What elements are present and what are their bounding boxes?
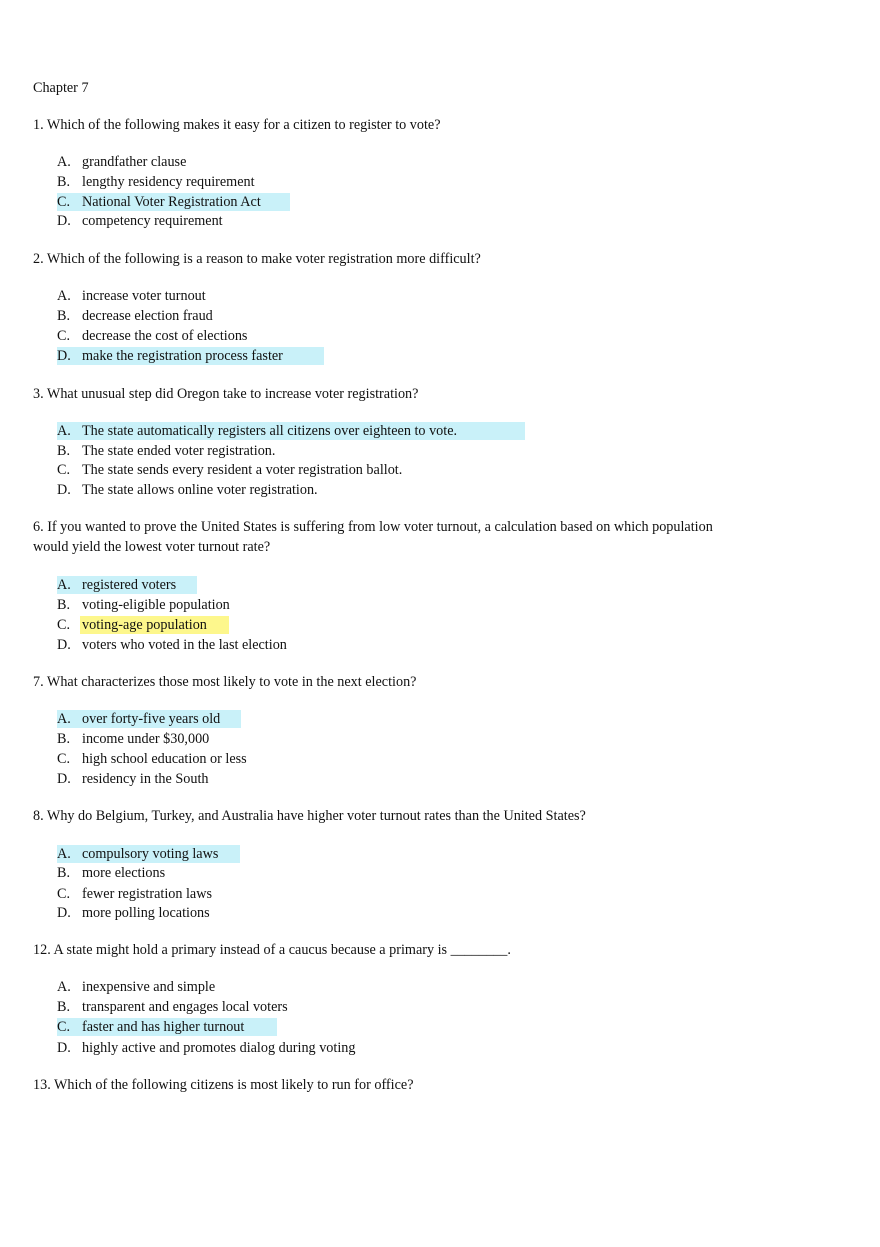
option-letter: C.: [57, 617, 71, 633]
option-letter: D.: [57, 213, 71, 229]
option-letter: D.: [57, 637, 71, 653]
option-text: decrease election fraud: [82, 308, 213, 324]
answer-option: [57, 636, 287, 654]
answer-option: [57, 287, 206, 305]
option-letter: A.: [57, 846, 71, 862]
answer-option: [57, 616, 207, 634]
answer-option: [57, 442, 275, 460]
option-letter: B.: [57, 731, 71, 747]
option-text: compulsory voting laws: [82, 846, 219, 862]
option-text: transparent and engages local voters: [82, 999, 288, 1015]
answer-option: [57, 153, 186, 171]
option-letter: C.: [57, 886, 71, 902]
option-text: National Voter Registration Act: [82, 194, 261, 210]
option-text: fewer registration laws: [82, 886, 213, 902]
option-letter: C.: [57, 1019, 71, 1035]
option-text: highly active and promotes dialog during voting: [82, 1040, 356, 1056]
option-letter: B.: [57, 174, 71, 190]
option-text: The state allows online voter registration.: [82, 482, 318, 498]
option-letter: B.: [57, 308, 71, 324]
option-letter: A.: [57, 577, 71, 593]
option-letter: D.: [57, 1040, 71, 1056]
question-text: 8. Why do Belgium, Turkey, and Australia have higher voter turnout rates than the United States?: [33, 808, 586, 824]
answer-option: [57, 327, 247, 345]
question-text: 7. What characterizes those most likely to vote in the next election?: [33, 674, 417, 690]
option-text: faster and has higher turnout: [82, 1019, 245, 1035]
option-text: more elections: [82, 865, 166, 881]
answer-option: [57, 845, 218, 863]
answer-option: [57, 347, 283, 365]
answer-option: [57, 750, 247, 768]
answer-option: [57, 998, 288, 1016]
option-text: over forty-five years old: [82, 711, 221, 727]
answer-option: [57, 978, 215, 996]
answer-option: [57, 461, 402, 479]
question-text: 6. If you wanted to prove the United States is suffering from low voter turnout, a calculation based on which population: [33, 519, 713, 535]
answer-option: [57, 1039, 355, 1057]
option-letter: B.: [57, 865, 71, 881]
option-text: grandfather clause: [82, 154, 187, 170]
question-text: 2. Which of the following is a reason to make voter registration more difficult?: [33, 251, 481, 267]
answer-option: [57, 173, 255, 191]
option-letter: C.: [57, 751, 71, 767]
answer-option: [57, 576, 176, 594]
option-text: residency in the South: [82, 771, 209, 787]
answer-option: [57, 193, 261, 211]
option-letter: B.: [57, 597, 71, 613]
answer-option: [57, 307, 213, 325]
option-text: The state sends every resident a voter registration ballot.: [82, 462, 403, 478]
answer-option: [57, 212, 223, 230]
option-text: lengthy residency requirement: [82, 174, 255, 190]
option-text: competency requirement: [82, 213, 223, 229]
option-text: voters who voted in the last election: [82, 637, 287, 653]
option-letter: D.: [57, 905, 71, 921]
option-letter: C.: [57, 462, 71, 478]
option-letter: D.: [57, 771, 71, 787]
option-text: inexpensive and simple: [82, 979, 216, 995]
answer-option: [57, 596, 230, 614]
option-letter: B.: [57, 999, 71, 1015]
question-text: 12. A state might hold a primary instead of a caucus because a primary is ________.: [33, 942, 511, 958]
answer-option: [57, 770, 208, 788]
answer-option: [57, 730, 209, 748]
option-text: high school education or less: [82, 751, 247, 767]
option-letter: A.: [57, 288, 71, 304]
option-letter: A.: [57, 979, 71, 995]
question-text: 1. Which of the following makes it easy for a citizen to register to vote?: [33, 117, 441, 133]
answer-option: [57, 710, 220, 728]
option-text: The state automatically registers all citizens over eighteen to vote.: [82, 423, 458, 439]
option-text: registered voters: [82, 577, 177, 593]
option-text: The state ended voter registration.: [82, 443, 276, 459]
question-text: 3. What unusual step did Oregon take to increase voter registration?: [33, 386, 419, 402]
option-text: make the registration process faster: [82, 348, 283, 364]
option-text: increase voter turnout: [82, 288, 206, 304]
question-text-continued: would yield the lowest voter turnout rate?: [33, 539, 271, 555]
option-letter: D.: [57, 348, 71, 364]
chapter-title: Chapter 7: [33, 80, 89, 96]
answer-option: [57, 885, 212, 903]
answer-option: [57, 904, 210, 922]
option-letter: A.: [57, 711, 71, 727]
answer-option: [57, 864, 165, 882]
question-text: 13. Which of the following citizens is most likely to run for office?: [33, 1077, 414, 1093]
option-text: voting-eligible population: [82, 597, 230, 613]
option-letter: B.: [57, 443, 71, 459]
answer-option: [57, 422, 457, 440]
answer-option: [57, 481, 318, 499]
option-letter: C.: [57, 194, 71, 210]
option-text: voting-age population: [82, 617, 207, 633]
option-letter: C.: [57, 328, 71, 344]
answer-option: [57, 1018, 244, 1036]
option-text: more polling locations: [82, 905, 210, 921]
option-text: income under $30,000: [82, 731, 210, 747]
option-letter: D.: [57, 482, 71, 498]
option-letter: A.: [57, 154, 71, 170]
option-letter: A.: [57, 423, 71, 439]
option-text: decrease the cost of elections: [82, 328, 248, 344]
